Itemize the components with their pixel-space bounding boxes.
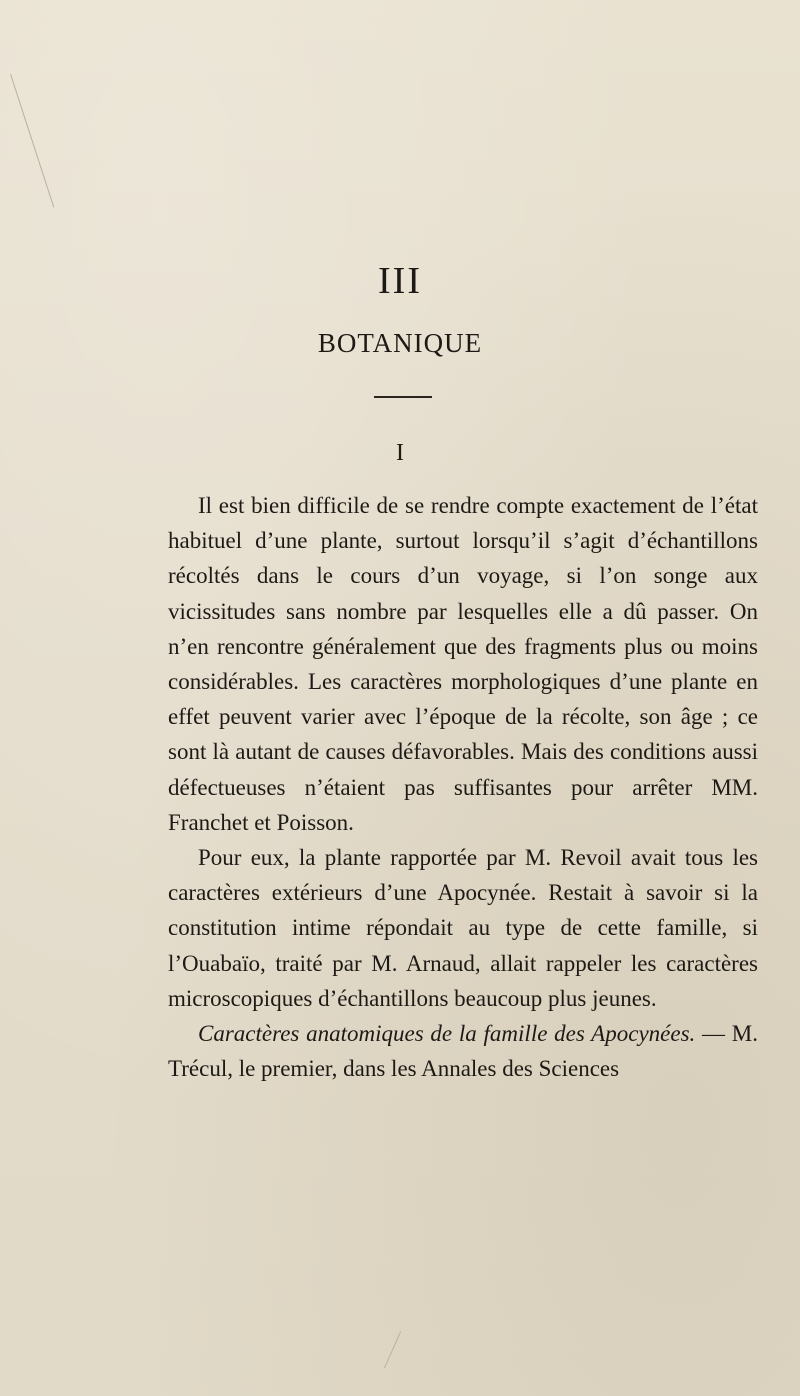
section-number: III [378, 260, 422, 302]
paragraph-3-text: — M. Trécul, le premier, dans les Annales des Sciences [168, 1021, 759, 1082]
page-edge-mark [10, 52, 121, 207]
paragraph-3 [168, 1016, 758, 1086]
title-rule [374, 396, 432, 398]
body-text [168, 488, 758, 1086]
page-scratch-mark [384, 1331, 402, 1368]
section-title: BOTANIQUE [317, 328, 483, 358]
subsection-number: I [396, 440, 404, 466]
paragraph-1: Il est bien difficile de se rendre compte exactement de l’état habituel d’une plante, surtout lorsqu’il s’agit d’échantillons récoltés dans le cours d’un voyage, si l’on songe aux vicissitudes sans nombre par lesquelles elle a dû passer. On n’en rencontre généralement que des fragments plus ou moins considérables. Les caractères morphologiques d’une plante en effet peuvent varier avec l’époque de la récolte, son âge ; ce sont là autant de causes défavorables. Mais des conditions aussi défectueuses n’étaient pas suffisantes pour arrêter MM. Franchet et Poisson. [168, 493, 758, 835]
paragraph-heading: Caractères anatomiques de la famille des Apocynées. [198, 1021, 696, 1047]
paragraph-2: Pour eux, la plante rapportée par M. Revoil avait tous les caractères extérieurs d’une Apocynée. Restait à savoir si la constitution intime répondait au type de cette famille, si l’Ouabaïo, traité par M. Arnaud, allait rappeler les caractères microscopiques d’échantillons beaucoup plus jeunes. [168, 845, 758, 1011]
